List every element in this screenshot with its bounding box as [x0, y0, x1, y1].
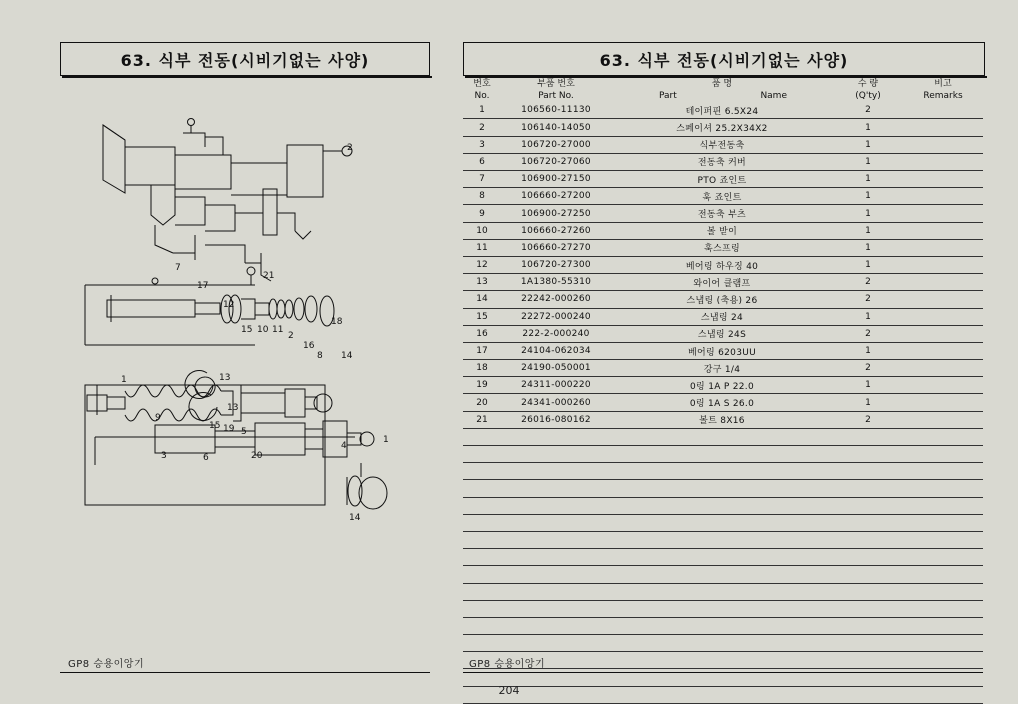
- left-footer-rule: [60, 672, 430, 673]
- table-row-blank: [463, 480, 983, 497]
- cell-qty: 1: [833, 342, 903, 359]
- cell-remarks: [903, 342, 983, 359]
- table-row: [463, 256, 983, 273]
- cell-blank: [501, 549, 611, 566]
- cell-no: 14: [463, 291, 501, 308]
- cell-qty: 1: [833, 308, 903, 325]
- table-row: [463, 222, 983, 239]
- cell-blank: [611, 531, 833, 548]
- cell-remarks: [903, 239, 983, 256]
- cell-blank: [463, 566, 501, 583]
- cell-remarks: [903, 377, 983, 394]
- table-row-blank: [463, 600, 983, 617]
- table-row: [463, 205, 983, 222]
- table-row: [463, 360, 983, 377]
- cell-remarks: [903, 136, 983, 153]
- cell-blank: [501, 531, 611, 548]
- table-row: [463, 325, 983, 342]
- cell-blank: [833, 428, 903, 445]
- cell-blank: [833, 617, 903, 634]
- right-page-title: 63. 식부 전동(시비기없는 사양): [599, 51, 849, 70]
- header-qty: 수 량 (Q'ty): [855, 79, 881, 102]
- cell-no: 13: [463, 274, 501, 291]
- cell-qty: 1: [833, 205, 903, 222]
- cell-part: 1A1380-55310: [501, 274, 611, 291]
- header-remarks: 비고 Remarks: [923, 79, 963, 102]
- table-row: [463, 411, 983, 428]
- parts-table: [463, 78, 983, 704]
- cell-no: 6: [463, 153, 501, 170]
- cell-remarks: [903, 188, 983, 205]
- cell-blank: [903, 549, 983, 566]
- cell-qty: 1: [833, 188, 903, 205]
- cell-blank: [833, 652, 903, 669]
- cell-qty: 2: [833, 291, 903, 308]
- cell-blank: [833, 446, 903, 463]
- cell-part: 106660-27260: [501, 222, 611, 239]
- right-title-box: [463, 42, 985, 76]
- table-row: [463, 377, 983, 394]
- cell-blank: [463, 480, 501, 497]
- right-footer-text: GP8 승용이앙기: [469, 659, 546, 670]
- cell-qty: 1: [833, 256, 903, 273]
- cell-name: 강구 1/4: [611, 360, 833, 377]
- diagram-callout: 5: [241, 427, 247, 437]
- diagram-callout: 15: [209, 421, 221, 431]
- table-row: [463, 119, 983, 136]
- cell-blank: [501, 583, 611, 600]
- table-row: [463, 308, 983, 325]
- cell-name: PTO 죠인트: [611, 171, 833, 188]
- diagram-callout: 15: [241, 325, 253, 335]
- cell-name: 스냅링 (축용) 26: [611, 291, 833, 308]
- cell-remarks: [903, 360, 983, 377]
- cell-part: 106900-27250: [501, 205, 611, 222]
- cell-remarks: [903, 325, 983, 342]
- cell-remarks: [903, 171, 983, 188]
- cell-part: 24104-062034: [501, 342, 611, 359]
- left-footer-text: GP8 승용이앙기: [68, 659, 145, 670]
- cell-blank: [903, 480, 983, 497]
- diagram-callout: 19: [223, 424, 235, 434]
- table-row-blank: [463, 583, 983, 600]
- cell-blank: [611, 635, 833, 652]
- cell-qty: 2: [833, 325, 903, 342]
- cell-blank: [611, 566, 833, 583]
- cell-name: 식부전동축: [611, 136, 833, 153]
- cell-blank: [903, 635, 983, 652]
- header-part-no: 부품 번호 Part No.: [537, 79, 575, 102]
- diagram-callout: 2: [347, 143, 353, 153]
- cell-part: 24311-000220: [501, 377, 611, 394]
- cell-no: 7: [463, 171, 501, 188]
- cell-blank: [463, 617, 501, 634]
- cell-name: 0링 1A S 26.0: [611, 394, 833, 411]
- diagram-callout: 13: [219, 373, 231, 383]
- cell-blank: [833, 549, 903, 566]
- cell-remarks: [903, 291, 983, 308]
- diagram-callout: 11: [272, 325, 284, 335]
- cell-blank: [501, 463, 611, 480]
- cell-qty: 2: [833, 102, 903, 119]
- cell-blank: [833, 566, 903, 583]
- diagram-callout: 13: [227, 403, 239, 413]
- cell-part: 22272-000240: [501, 308, 611, 325]
- cell-blank: [903, 652, 983, 669]
- diagram-callout: 14: [349, 513, 361, 523]
- header-no: 번호 No.: [473, 79, 491, 102]
- cell-blank: [903, 446, 983, 463]
- cell-no: 2: [463, 119, 501, 136]
- cell-no: 15: [463, 308, 501, 325]
- left-title-box: [60, 42, 430, 76]
- diagram-callout: 17: [197, 281, 209, 291]
- cell-blank: [903, 497, 983, 514]
- cell-name: 훅 죠인트: [611, 188, 833, 205]
- table-row: [463, 342, 983, 359]
- cell-remarks: [903, 394, 983, 411]
- cell-blank: [833, 480, 903, 497]
- cell-blank: [463, 635, 501, 652]
- cell-blank: [463, 600, 501, 617]
- cell-name: 베어링 6203UU: [611, 342, 833, 359]
- cell-blank: [833, 531, 903, 548]
- table-row-blank: [463, 446, 983, 463]
- cell-remarks: [903, 102, 983, 119]
- cell-blank: [833, 635, 903, 652]
- cell-part: 22242-000260: [501, 291, 611, 308]
- table-row: [463, 136, 983, 153]
- exploded-parts-diagram: [55, 85, 440, 645]
- cell-blank: [501, 600, 611, 617]
- table-row-blank: [463, 617, 983, 634]
- cell-blank: [903, 566, 983, 583]
- cell-name: 와이어 클램프: [611, 274, 833, 291]
- table-row: [463, 102, 983, 119]
- cell-part: 106660-27200: [501, 188, 611, 205]
- cell-name: 스냅링 24: [611, 308, 833, 325]
- cell-qty: 2: [833, 411, 903, 428]
- cell-remarks: [903, 274, 983, 291]
- cell-blank: [611, 428, 833, 445]
- cell-name: 훅스프링: [611, 239, 833, 256]
- diagram-callout: 8: [317, 351, 323, 361]
- cell-name: 테이퍼핀 6.5X24: [611, 102, 833, 119]
- cell-no: 3: [463, 136, 501, 153]
- cell-name: 0링 1A P 22.0: [611, 377, 833, 394]
- cell-blank: [611, 497, 833, 514]
- cell-part: 106560-11130: [501, 102, 611, 119]
- table-row-blank: [463, 428, 983, 445]
- page-number: 204: [498, 684, 520, 697]
- cell-qty: 2: [833, 360, 903, 377]
- cell-qty: 1: [833, 136, 903, 153]
- cell-qty: 1: [833, 239, 903, 256]
- cell-no: 12: [463, 256, 501, 273]
- cell-blank: [501, 446, 611, 463]
- cell-remarks: [903, 308, 983, 325]
- diagram-callout: 12: [223, 300, 235, 310]
- cell-no: 17: [463, 342, 501, 359]
- diagram-callout: 16: [303, 341, 315, 351]
- diagram-svg: [55, 85, 440, 645]
- cell-blank: [463, 428, 501, 445]
- cell-part: 106720-27000: [501, 136, 611, 153]
- cell-blank: [501, 514, 611, 531]
- diagram-callout: 1: [383, 435, 389, 445]
- cell-name: 베어링 하우징 40: [611, 256, 833, 273]
- left-page: [0, 0, 455, 703]
- cell-no: 16: [463, 325, 501, 342]
- cell-blank: [501, 497, 611, 514]
- cell-no: 10: [463, 222, 501, 239]
- cell-blank: [903, 583, 983, 600]
- cell-blank: [463, 463, 501, 480]
- cell-blank: [611, 463, 833, 480]
- cell-blank: [501, 428, 611, 445]
- cell-blank: [611, 480, 833, 497]
- diagram-callout: 3: [161, 451, 167, 461]
- table-row: [463, 153, 983, 170]
- parts-table-header: [463, 78, 983, 102]
- cell-blank: [611, 514, 833, 531]
- cell-part: 106140-14050: [501, 119, 611, 136]
- cell-blank: [611, 600, 833, 617]
- cell-qty: 1: [833, 119, 903, 136]
- header-name: 품 명 Part Name: [659, 79, 787, 102]
- right-footer-rule: [463, 672, 983, 673]
- cell-blank: [833, 600, 903, 617]
- cell-blank: [501, 635, 611, 652]
- diagram-callout: 6: [203, 453, 209, 463]
- cell-blank: [463, 446, 501, 463]
- cell-qty: 1: [833, 394, 903, 411]
- cell-no: 19: [463, 377, 501, 394]
- diagram-callout: 21: [263, 271, 275, 281]
- cell-name: 전동축 부츠: [611, 205, 833, 222]
- cell-blank: [903, 617, 983, 634]
- table-row-blank: [463, 463, 983, 480]
- table-row: [463, 171, 983, 188]
- cell-no: 11: [463, 239, 501, 256]
- cell-blank: [463, 497, 501, 514]
- cell-no: 21: [463, 411, 501, 428]
- table-row: [463, 188, 983, 205]
- cell-blank: [463, 514, 501, 531]
- cell-blank: [501, 617, 611, 634]
- cell-blank: [833, 514, 903, 531]
- cell-blank: [611, 549, 833, 566]
- cell-name: 볼 받이: [611, 222, 833, 239]
- cell-remarks: [903, 153, 983, 170]
- cell-remarks: [903, 411, 983, 428]
- cell-part: 222-2-000240: [501, 325, 611, 342]
- cell-blank: [903, 531, 983, 548]
- left-page-title: 63. 식부 전동(시비기없는 사양): [120, 51, 370, 70]
- cell-name: 볼트 8X16: [611, 411, 833, 428]
- diagram-callout: 2: [288, 331, 294, 341]
- cell-blank: [463, 583, 501, 600]
- cell-qty: 2: [833, 274, 903, 291]
- table-row-blank: [463, 497, 983, 514]
- table-row-blank: [463, 635, 983, 652]
- cell-remarks: [903, 119, 983, 136]
- table-row: [463, 239, 983, 256]
- table-row-blank: [463, 531, 983, 548]
- cell-name: 스냅링 24S: [611, 325, 833, 342]
- diagram-callout: 20: [251, 451, 263, 461]
- cell-blank: [903, 600, 983, 617]
- cell-blank: [903, 463, 983, 480]
- table-row-blank: [463, 549, 983, 566]
- cell-remarks: [903, 222, 983, 239]
- cell-blank: [611, 446, 833, 463]
- table-row-blank: [463, 514, 983, 531]
- cell-name: 전동축 커버: [611, 153, 833, 170]
- cell-qty: 1: [833, 377, 903, 394]
- cell-blank: [611, 583, 833, 600]
- table-row-blank: [463, 566, 983, 583]
- parts-table-body: [463, 102, 983, 703]
- diagram-callout: 1: [121, 375, 127, 385]
- cell-part: 106660-27270: [501, 239, 611, 256]
- cell-name: 스페이셔 25.2X34X2: [611, 119, 833, 136]
- cell-part: 24341-000260: [501, 394, 611, 411]
- cell-blank: [501, 480, 611, 497]
- cell-no: 1: [463, 102, 501, 119]
- cell-no: 18: [463, 360, 501, 377]
- diagram-callout: 7: [175, 263, 181, 273]
- cell-blank: [833, 583, 903, 600]
- diagram-callout: 9: [155, 413, 161, 423]
- cell-remarks: [903, 256, 983, 273]
- cell-remarks: [903, 205, 983, 222]
- table-row: [463, 274, 983, 291]
- cell-qty: 1: [833, 153, 903, 170]
- diagram-callout: 10: [257, 325, 269, 335]
- cell-no: 20: [463, 394, 501, 411]
- cell-qty: 1: [833, 222, 903, 239]
- cell-blank: [501, 566, 611, 583]
- cell-blank: [463, 531, 501, 548]
- cell-blank: [833, 463, 903, 480]
- cell-qty: 1: [833, 171, 903, 188]
- cell-blank: [833, 497, 903, 514]
- cell-no: 9: [463, 205, 501, 222]
- right-page: [455, 0, 1018, 703]
- cell-no: 8: [463, 188, 501, 205]
- diagram-callout: 18: [331, 317, 343, 327]
- cell-blank: [611, 617, 833, 634]
- cell-part: 106900-27150: [501, 171, 611, 188]
- cell-blank: [903, 514, 983, 531]
- diagram-callout: 14: [341, 351, 353, 361]
- cell-part: 26016-080162: [501, 411, 611, 428]
- cell-blank: [903, 428, 983, 445]
- cell-blank: [463, 549, 501, 566]
- diagram-callout: 4: [341, 441, 347, 451]
- cell-part: 106720-27300: [501, 256, 611, 273]
- cell-blank: [611, 652, 833, 669]
- cell-part: 106720-27060: [501, 153, 611, 170]
- cell-part: 24190-050001: [501, 360, 611, 377]
- table-row: [463, 394, 983, 411]
- table-row: [463, 291, 983, 308]
